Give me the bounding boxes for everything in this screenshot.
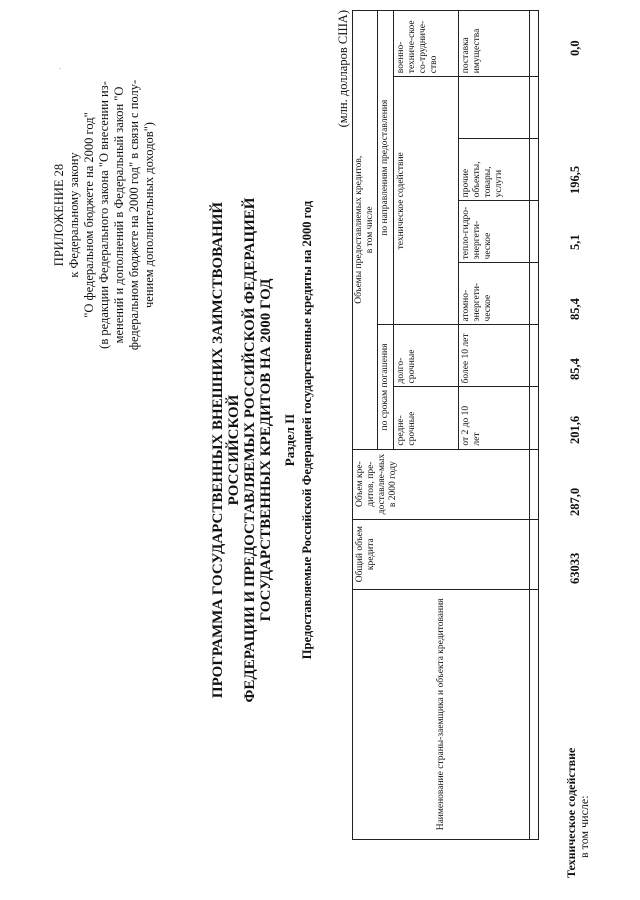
value-nuclear: 85,4	[568, 298, 582, 320]
header-thermo-hydro: тепло-гидро-энергети-ческое	[459, 201, 530, 263]
header-mid-term-range: от 2 до 10 лет	[459, 387, 530, 449]
appendix-line: ПРИЛОЖЕНИЕ 28	[52, 163, 66, 267]
empty-cell	[530, 387, 539, 449]
header-group-main	[353, 11, 378, 450]
header-volume-2000: Объем кре-дитов, пре-доставляе-мых в 2000 году	[353, 449, 530, 519]
program-title	[210, 160, 274, 740]
appendix-line: к Федеральному закону	[67, 152, 81, 278]
header-other: прочие объекты, товары, услуги	[459, 139, 530, 201]
header-empty	[459, 77, 530, 139]
header-long-term: долго-срочные	[394, 325, 459, 387]
appendix-line: федеральном бюджете на 2000 год" в связи с полу-	[127, 79, 141, 351]
appendix-line: менений и дополнений в Федеральный закон "О	[112, 86, 126, 344]
title-line: ГОСУДАРСТВЕННЫХ КРЕДИТОВ НА 2000 ГОД	[258, 278, 274, 622]
appendix-line: чением дополнительных доходов")	[142, 122, 156, 308]
header-mid-term: средне-срочные	[394, 387, 459, 449]
value-property-supply: 0,0	[568, 40, 582, 56]
header-military-cooperation: военно-техниче-ское со-трудниче-ство	[394, 11, 459, 77]
empty-cell	[530, 201, 539, 263]
row-label-sub: в том числе:	[577, 795, 591, 858]
header-property-supply: поставка имущества	[459, 11, 530, 77]
scan-speck: ·	[56, 67, 65, 70]
value-other: 196,5	[568, 165, 582, 194]
empty-cell	[530, 589, 539, 839]
empty-cell	[530, 449, 539, 519]
value-2000: 287,0	[568, 487, 582, 516]
header-country-object: Наименование страны-заемщика и объекта кредитования	[353, 589, 530, 839]
value-thermo-hydro: 5,1	[568, 234, 582, 250]
section-heading: Раздел II	[282, 413, 297, 467]
empty-cell	[530, 519, 539, 589]
appendix-line: "О федеральном бюджете на 2000 год"	[82, 112, 96, 318]
title-line: ПРОГРАММА ГОСУДАРСТВЕННЫХ ВНЕШНИХ ЗАИМСТВОВАНИЙ РОССИЙСКОЙ	[210, 201, 242, 699]
appendix-header	[52, 50, 157, 380]
header-total-volume: Общий объем кредита	[353, 519, 530, 589]
empty-cell	[530, 325, 539, 387]
header-by-term: по срокам погашения	[378, 325, 394, 449]
value-long-term: 85,4	[568, 358, 582, 380]
header-long-term-range: более 10 лет	[459, 325, 530, 387]
row-label	[565, 678, 591, 878]
row-label-title: Техническое содействие	[564, 747, 578, 878]
appendix-line: (в редакции Федерального закона "О внесении из-	[97, 81, 111, 349]
header-technical-assistance: техническое содействие	[394, 77, 459, 325]
title-line: ФЕДЕРАЦИИ И ПРЕДОСТАВЛЯЕМЫХ РОССИЙСКОЙ ФЕДЕРАЦИЕЙ	[242, 197, 258, 703]
credits-table	[352, 10, 539, 840]
empty-cell	[530, 77, 539, 139]
header-nuclear: атомно-энергети-ческое	[459, 263, 530, 325]
value-total: 63033	[568, 552, 582, 584]
units-note: (млн. долларов США)	[336, 10, 350, 128]
empty-cell	[530, 263, 539, 325]
empty-cell	[530, 139, 539, 201]
header-group-incl-text: в том числе	[365, 206, 375, 254]
header-group-main-text: Объемы предоставляемых кредитов,	[354, 155, 364, 304]
empty-cell	[530, 11, 539, 77]
header-by-direction: по направлениям предоставления	[378, 11, 394, 325]
section-subtitle: Предоставляемые Российской Федерацией государственные кредиты на 2000 год	[300, 200, 314, 660]
value-mid-term: 201,6	[568, 415, 582, 444]
